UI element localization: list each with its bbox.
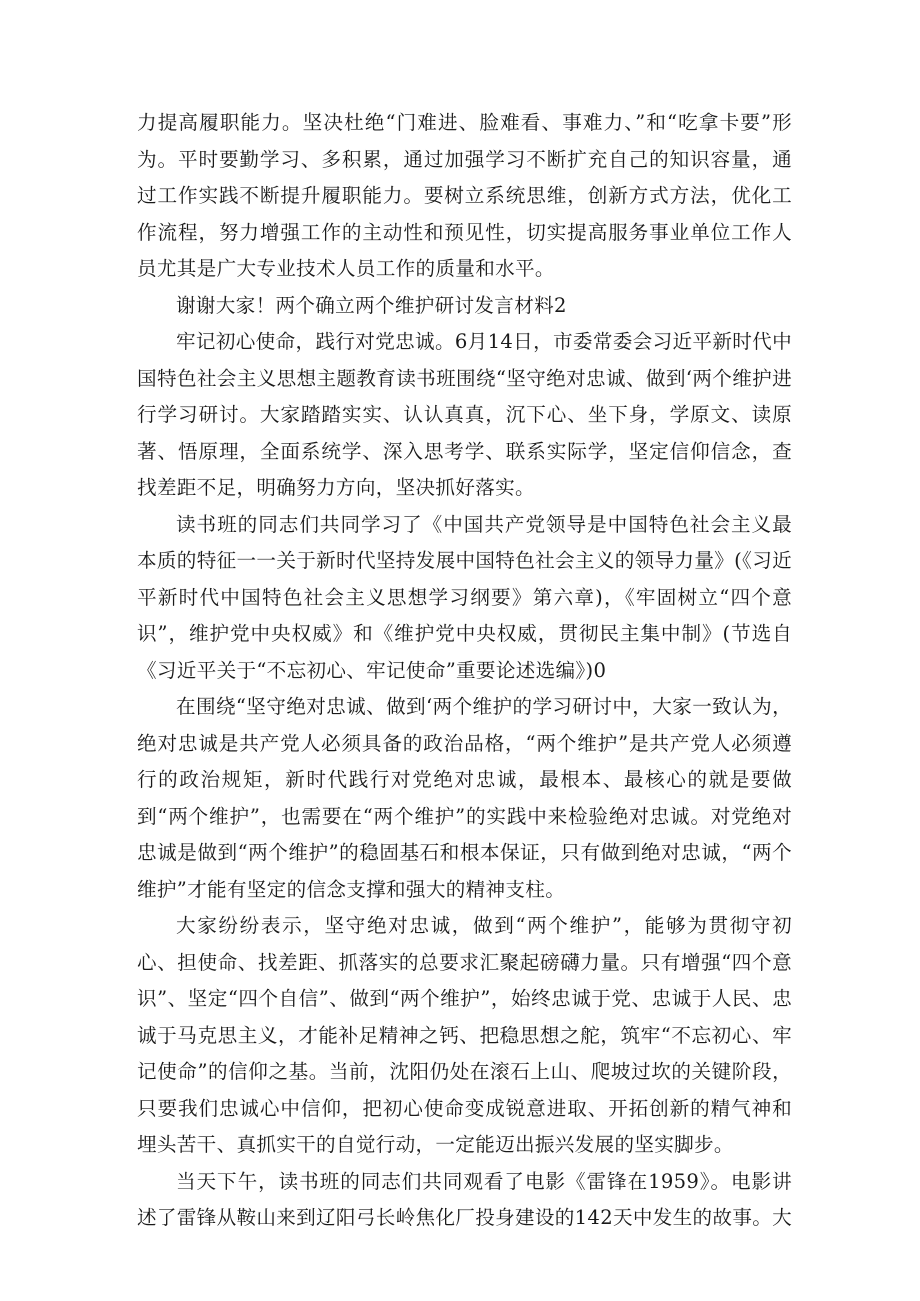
section-heading: 谢谢大家！两个确立两个维护研讨发言材料2 <box>176 293 567 317</box>
paragraph-continuation: 力提高履职能力。坚决杜绝“门难进、脸难看、事难力、”和“吃拿卡要”形为。平时要勤学习、多积累，通过加强学习不断扩充自己的知识容量，通过工作实践不断提升履职能力。要树立系统思维，创新方式方法，优化工作流程，努力增强工作的主动性和预见性，切实提高服务事业单位工作人员尤其是广大专业技术人员工作的质量和水平。 <box>137 111 792 280</box>
document-page <box>137 105 792 1237</box>
paragraph: 大家纷纷表示，坚守绝对忠诚，做到“两个维护”，能够为贯彻守初心、担使命、找差距、抓落实的总要求汇聚起磅礴力量。只有增强“四个意识”、坚定“四个自信”、做到“两个维护”，始终忠诚于党、忠诚于人民、忠诚于马克思主义，才能补足精神之钙、把稳思想之舵，筑牢“不忘初心、牢记使命”的信仰之基。当前，沈阳仍处在滚石上山、爬坡过坎的关键阶段，只要我们忠诚心中信仰，把初心使命变成锐意进取、开拓创新的精气神和埋头苦干、真抓实干的自觉行动，一定能迈出振兴发展的坚实脚步。 <box>137 914 792 1156</box>
paragraph: 在围绕“坚守绝对忠诚、做到‘两个维护的学习研讨中，大家一致认为，绝对忠诚是共产党人必须具备的政治品格，“两个维护”是共产党人必须遵行的政治规矩，新时代践行对党绝对忠诚，最根本、最核心的就是要做到“两个维护”，也需要在“两个维护”的实践中来检验绝对忠诚。对党绝对忠诚是做到“两个维护”的稳固基石和根本保证，只有做到绝对忠诚，“两个维护”才能有坚定的信念支撑和强大的精神支柱。 <box>137 695 792 901</box>
paragraph: 读书班的同志们共同学习了《中国共产党领导是中国特色社会主义最本质的特征一一关于新时代坚持发展中国特色社会主义的领导力量》(《习近平新时代中国特色社会主义思想学习纲要》第六章)，《牢固树立“四个意识”，维护党中央权威》和《维护党中央权威，贯彻民主集中制》(节选自《习近平关于“不忘初心、牢记使命”重要论述选编》)0 <box>137 512 792 682</box>
paragraph: 牢记初心使命，践行对党忠诚。6月14日，市委常委会习近平新时代中国特色社会主义思想主题教育读书班围绕“坚守绝对忠诚、做到‘两个维护进行学习研讨。大家踏踏实实、认认真真，沉下心、坐下身，学原文、读原著、悟原理，全面系统学、深入思考学、联系实际学，坚定信仰信念，查找差距不足，明确努力方向，坚决抓好落实。 <box>137 330 792 499</box>
paragraph: 当天下午，读书班的同志们共同观看了电影《雷锋在1959》。电影讲述了雷锋从鞍山来到辽阳弓长岭焦化厂投身建设的142天中发生的故事。大 <box>137 1169 793 1229</box>
